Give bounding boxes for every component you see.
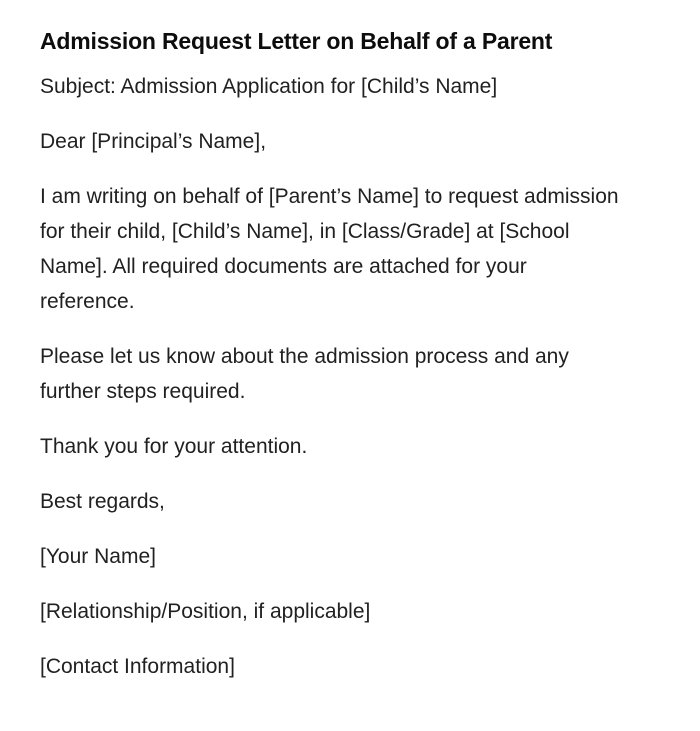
signature-name <box>40 539 640 574</box>
text-line: for their child, [Child’s Name], in [Class/Grade] at [School <box>40 220 570 243</box>
text-line: Best regards, <box>40 490 165 513</box>
subject-line <box>40 69 640 104</box>
text-line: Subject: Admission Application for [Child’s Name] <box>40 75 498 98</box>
text-line: reference. <box>40 290 135 313</box>
text-line: Thank you for your attention. <box>40 435 308 458</box>
sign-off <box>40 484 640 519</box>
text-line: [Your Name] <box>40 545 156 568</box>
text-line: further steps required. <box>40 380 246 403</box>
text-line: [Contact Information] <box>40 655 235 678</box>
text-line: Please let us know about the admission process and any <box>40 345 569 368</box>
signature-role <box>40 594 640 629</box>
text-line: Name]. All required documents are attached for your <box>40 255 527 278</box>
text-line: [Relationship/Position, if applicable] <box>40 600 371 623</box>
body-paragraph-1 <box>40 179 640 319</box>
text-line: I am writing on behalf of [Parent’s Name] to request admission <box>40 185 619 208</box>
page-title: Admission Request Letter on Behalf of a Parent <box>40 28 553 54</box>
body-paragraph-2 <box>40 339 640 409</box>
closing-thanks <box>40 429 640 464</box>
salutation <box>40 124 640 159</box>
text-line: Dear [Principal’s Name], <box>40 130 267 153</box>
signature-contact <box>40 649 640 684</box>
